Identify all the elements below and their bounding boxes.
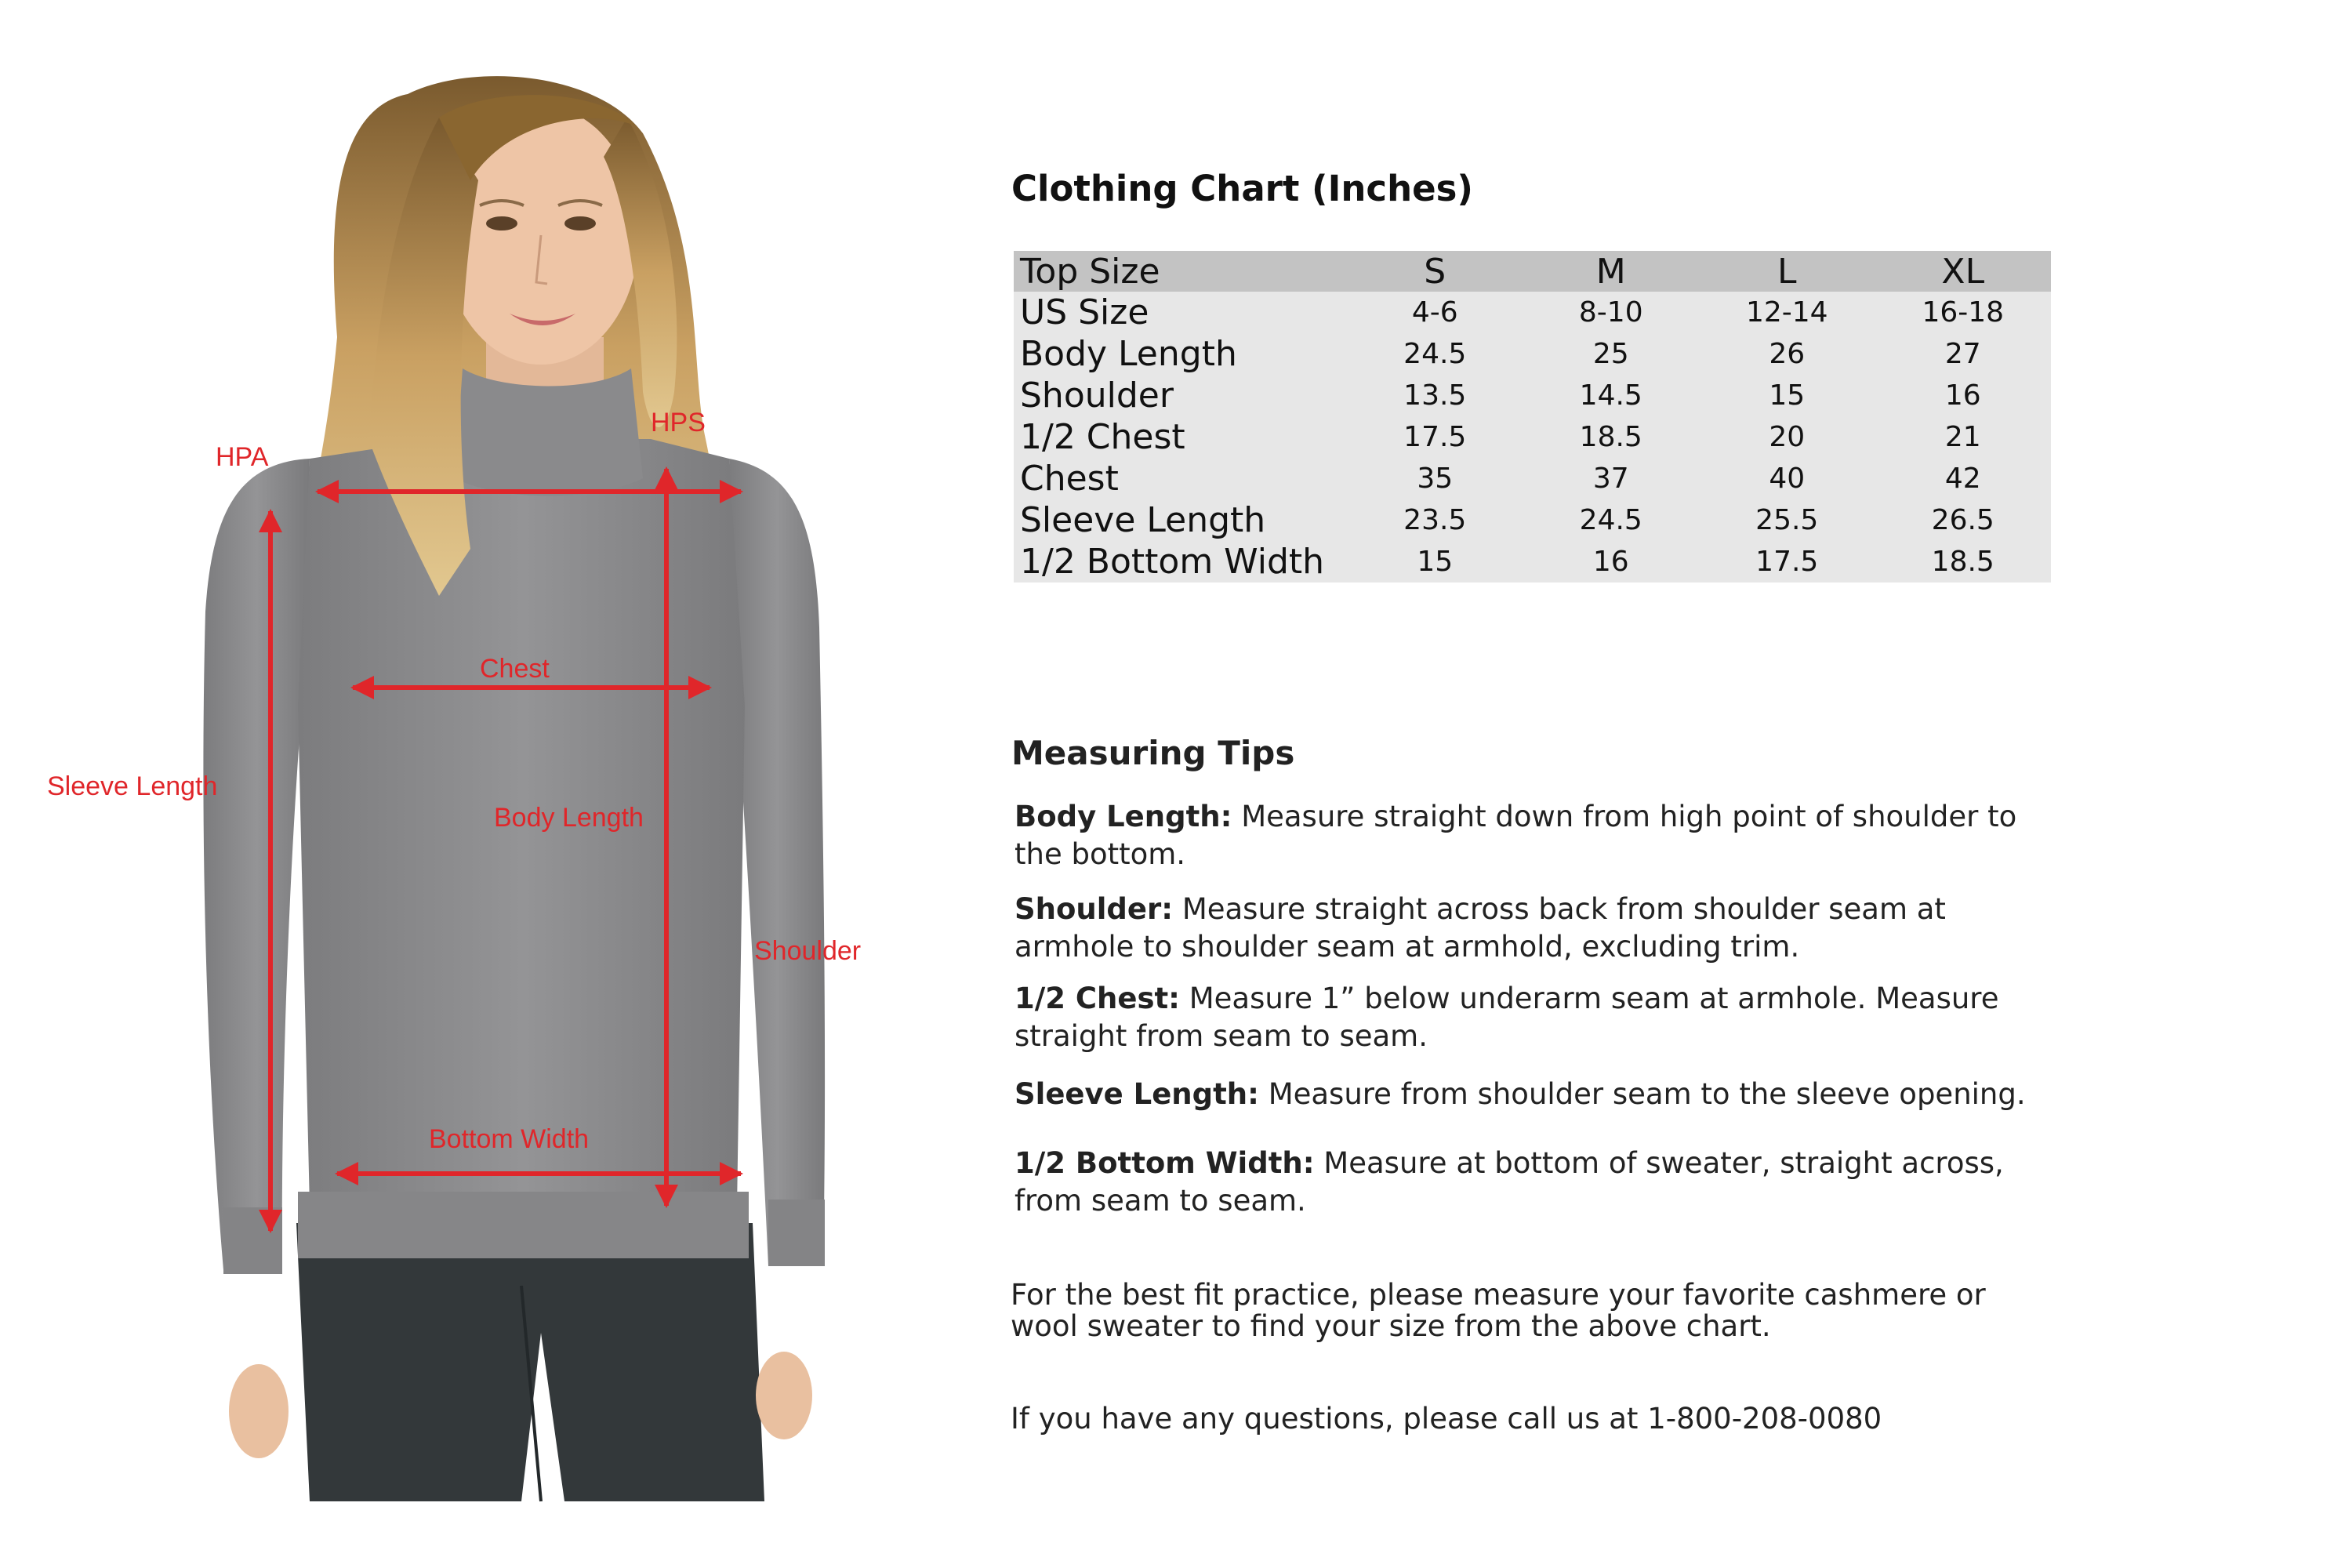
row-label: 1/2 Bottom Width — [1020, 542, 1325, 582]
tips-title: Measuring Tips — [1011, 734, 1295, 772]
tip-text: Measure straight across back from shoulder seam at armhole to shoulder seam at armhold, excluding trim. — [1014, 892, 1946, 964]
chart-title: Clothing Chart (Inches) — [1011, 168, 1473, 209]
size-table — [1014, 251, 2051, 583]
annotation-chest: Chest — [480, 654, 550, 684]
annotation-hps: HPS — [651, 408, 706, 437]
table-row — [1014, 541, 2051, 583]
annotation-shoulder: Shoulder — [754, 936, 862, 966]
cell-value: 25.5 — [1755, 504, 1819, 536]
cell-value: 15 — [1769, 379, 1806, 412]
annotation-bottom-width: Bottom Width — [429, 1124, 590, 1154]
cell-value: 20 — [1769, 421, 1806, 453]
cell-value: 14.5 — [1579, 379, 1642, 412]
cell-value: 42 — [1944, 463, 1981, 495]
cell-value: 15 — [1417, 546, 1454, 578]
tip-body-length — [1014, 798, 2034, 873]
annotation-sleeve-length: Sleeve Length — [47, 771, 218, 801]
contact-note: If you have any questions, please call us at 1-800-208-0080 — [1011, 1402, 1882, 1436]
annotation-hpa: HPA — [216, 442, 269, 472]
tip-sleeve-length — [1014, 1076, 2034, 1113]
row-label: Shoulder — [1020, 376, 1174, 416]
tip-text: Measure 1” below underarm seam at armhole. Measure straight from seam to seam. — [1014, 982, 1999, 1053]
cell-value: 40 — [1769, 463, 1806, 495]
table-row — [1014, 458, 2051, 499]
cell-value: 24.5 — [1403, 338, 1467, 370]
header-size-s: S — [1424, 251, 1446, 292]
header-size-xl: XL — [1941, 251, 1985, 292]
row-label: 1/2 Chest — [1020, 417, 1185, 457]
header-top-size: Top Size — [1020, 251, 1160, 292]
cell-value: 4-6 — [1411, 296, 1458, 328]
cell-value: 27 — [1944, 338, 1981, 370]
tip-text: Measure at bottom of sweater, straight across, from seam to seam. — [1014, 1146, 2004, 1218]
cell-value: 16-18 — [1922, 296, 2005, 328]
cell-value: 26.5 — [1931, 504, 1994, 536]
row-label: Body Length — [1020, 334, 1237, 374]
right-sleeve — [729, 459, 825, 1266]
tip-text: Measure from shoulder seam to the sleeve opening. — [1258, 1077, 2026, 1111]
cell-value: 17.5 — [1755, 546, 1819, 578]
header-size-m: M — [1595, 251, 1626, 292]
cell-value: 26 — [1769, 338, 1806, 370]
table-row — [1014, 333, 2051, 375]
tip-term: 1/2 Chest: — [1014, 982, 1180, 1015]
left-eye — [486, 216, 517, 230]
tip-text: Measure straight down from high point of shoulder to the bottom. — [1014, 800, 2017, 871]
table-row — [1014, 499, 2051, 541]
cell-value: 21 — [1944, 421, 1981, 453]
model-photo — [0, 0, 941, 1568]
tip-half-bottom-width — [1014, 1145, 2034, 1220]
cell-value: 17.5 — [1403, 421, 1467, 453]
cell-value: 25 — [1592, 338, 1629, 370]
cell-value: 23.5 — [1403, 504, 1467, 536]
tip-term: Sleeve Length: — [1014, 1077, 1259, 1111]
row-label: Chest — [1020, 459, 1119, 499]
fit-note: For the best fit practice, please measure your favorite cashmere or wool sweater to find your size from the above chart. — [1011, 1278, 1986, 1343]
jeans — [296, 1223, 764, 1501]
tip-shoulder — [1014, 891, 2034, 966]
cell-value: 16 — [1944, 379, 1981, 412]
header-size-l: L — [1777, 251, 1797, 292]
right-eye — [564, 216, 596, 230]
size-table-header-row — [1014, 251, 2051, 292]
annotation-body-length: Body Length — [494, 803, 644, 833]
turtleneck-collar — [455, 368, 643, 496]
left-sleeve — [203, 459, 310, 1274]
model-illustration — [203, 76, 825, 1501]
cell-value: 18.5 — [1579, 421, 1642, 453]
cell-value: 16 — [1592, 546, 1629, 578]
row-label: US Size — [1020, 292, 1149, 332]
tip-term: 1/2 Bottom Width: — [1014, 1146, 1315, 1180]
cell-value: 35 — [1417, 463, 1454, 495]
cell-value: 8-10 — [1578, 296, 1643, 328]
table-row — [1014, 416, 2051, 458]
tip-half-chest — [1014, 980, 2034, 1055]
tip-term: Shoulder: — [1014, 892, 1174, 926]
cell-value: 18.5 — [1931, 546, 1994, 578]
left-hand — [229, 1364, 289, 1458]
right-hand — [756, 1352, 812, 1439]
cell-value: 13.5 — [1403, 379, 1467, 412]
row-label: Sleeve Length — [1020, 500, 1266, 540]
tip-term: Body Length: — [1014, 800, 1232, 833]
table-row — [1014, 292, 2051, 333]
table-row — [1014, 375, 2051, 416]
cell-value: 24.5 — [1579, 504, 1642, 536]
cell-value: 12-14 — [1745, 296, 1828, 328]
cell-value: 37 — [1592, 463, 1629, 495]
